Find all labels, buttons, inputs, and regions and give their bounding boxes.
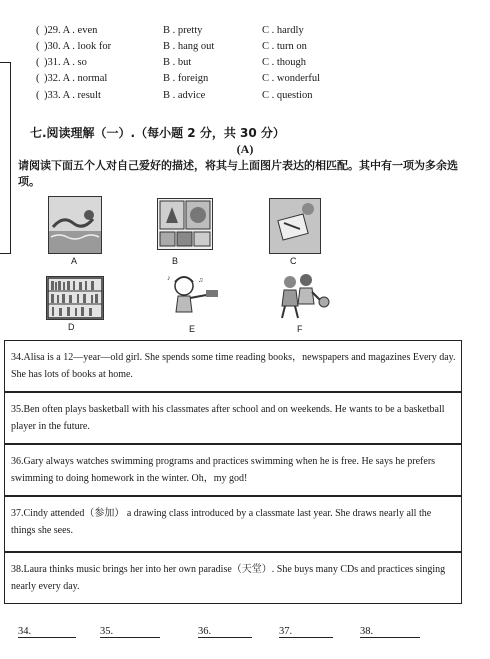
passage-box — [4, 552, 462, 604]
answer-paren: ( — [36, 57, 40, 68]
option-a: )33. A . result — [44, 90, 101, 101]
passage-box — [4, 444, 462, 496]
answer-number: 38. — [360, 626, 374, 637]
instructions: 请阅读下面五个人对自己爱好的描述，将其与上面图片表达的相匹配。其中有一项为多余选项。 — [18, 159, 458, 188]
option-b: B . but — [163, 57, 192, 68]
option-a: )31. A . so — [44, 57, 87, 68]
bookshelf-icon — [47, 277, 103, 319]
passage-text: 37.Cindy attended（参加） a drawing class introduced by a classmate last year. She draws nearly all the things she sees. — [11, 508, 432, 536]
option-c: C . wonderful — [262, 73, 321, 84]
option-b: B . hang out — [163, 41, 215, 52]
option-c: C . turn on — [262, 41, 307, 52]
answer-paren: ( — [36, 41, 40, 52]
passage-text: 35.Ben often plays basketball with his classmates after school and on weekends. He wants to be a basketball player in the future. — [11, 404, 445, 432]
swimmer-icon — [49, 197, 101, 253]
answer-number: 37. — [279, 626, 293, 637]
picture-label: A — [71, 256, 78, 266]
picture-label: C — [290, 256, 297, 266]
section-title: 七.阅读理解（一）.（每小题 2 分，共 30 分） — [30, 126, 285, 140]
picture-label: F — [297, 324, 303, 334]
answer-paren: ( — [36, 25, 40, 36]
passage-box — [4, 392, 462, 444]
picture-label: D — [68, 322, 75, 332]
answer-paren: ( — [36, 90, 40, 101]
basketball-icon — [276, 272, 332, 320]
answer-number: 35. — [100, 626, 114, 637]
passage-text: 36.Gary always watches swimming programs and practices swimming when he is free. He says he prefers swimming to doing homework in the winter. Oh，my god! — [11, 456, 436, 484]
swimmer-picture — [48, 196, 102, 254]
bookshelf-picture — [46, 276, 104, 320]
passage-text: 34.Alisa is a 12—year—old girl. She spends some time reading books，newspapers and magazines Every day. She has lots of books at home. — [11, 352, 456, 380]
picture-label: B — [172, 256, 179, 266]
option-c: C . hardly — [262, 25, 304, 36]
answer-number: 36. — [198, 626, 212, 637]
option-c: C . question — [262, 90, 313, 101]
answer-blank[interactable] — [18, 626, 76, 638]
option-b: B . pretty — [163, 25, 203, 36]
part-label: (A) — [236, 142, 254, 156]
drawings-picture — [157, 198, 213, 250]
passage-box — [4, 496, 462, 552]
basketball-picture — [276, 272, 332, 320]
margin-bracket — [0, 62, 11, 254]
musician-picture — [164, 272, 222, 320]
answer-blank[interactable] — [198, 626, 252, 638]
option-b: B . advice — [163, 90, 206, 101]
answer-paren: ( — [36, 73, 40, 84]
answer-blank[interactable] — [100, 626, 160, 638]
answer-blank[interactable] — [360, 626, 420, 638]
drawings-icon — [158, 199, 212, 249]
answer-number: 34. — [18, 626, 32, 637]
option-a: )29. A . even — [44, 25, 98, 36]
passage-box — [4, 340, 462, 392]
painting-icon — [270, 199, 320, 253]
option-a: )30. A . look for — [44, 41, 112, 52]
svg-text:♪: ♪ — [167, 274, 171, 282]
passage-text: 38.Laura thinks music brings her into her own paradise（天堂）. She buys many CDs and practices singing nearly every day. — [11, 564, 446, 592]
picture-label: E — [189, 324, 196, 334]
answer-blank[interactable] — [279, 626, 333, 638]
painting-picture — [269, 198, 321, 254]
musician-icon — [164, 272, 222, 320]
option-a: )32. A . normal — [44, 73, 108, 84]
option-b: B . foreign — [163, 73, 209, 84]
option-c: C . though — [262, 57, 307, 68]
svg-text:♫: ♫ — [198, 276, 204, 284]
